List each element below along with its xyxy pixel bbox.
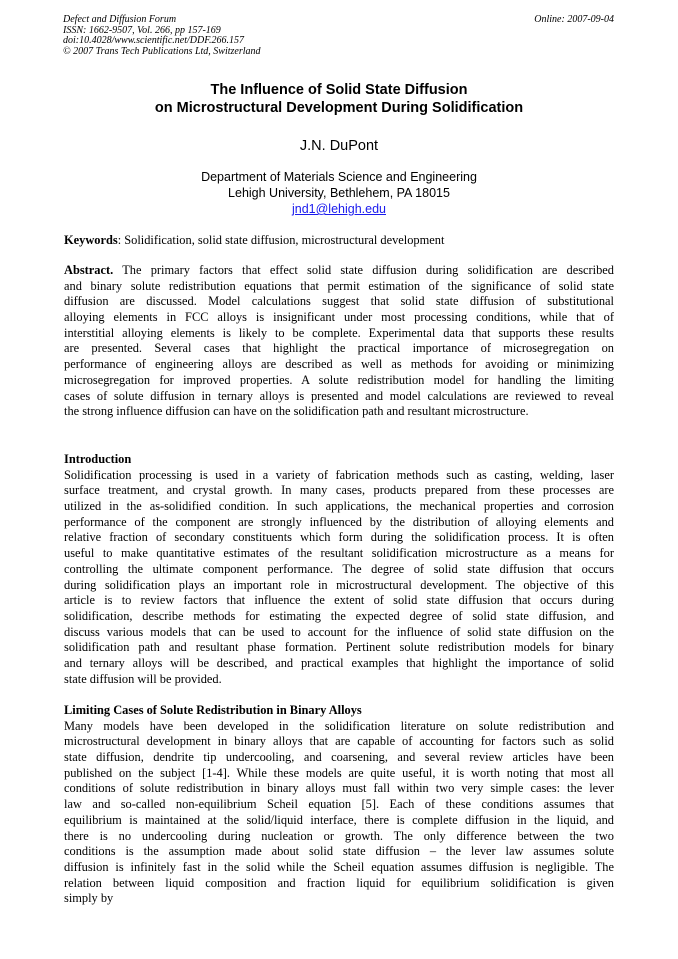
- keywords: [64, 232, 614, 248]
- abstract: [64, 263, 614, 420]
- abstract-line: alloying elements in FCC alloys is insignificant under most processing conditions, while that of: [64, 310, 614, 325]
- paragraph-line: solidification path and resultant phase formation. Pertinent solute redistribution models for binary: [64, 640, 614, 655]
- paragraph-line: Solidification processing is used in a variety of fabrication methods such as casting, welding, laser: [64, 467, 614, 482]
- paragraph-line: controlling the ultimate component performance. The degree of solid state diffusion that occurs: [64, 561, 614, 576]
- abstract-line: and binary solute redistribution equations that permit estimation of the significance of solid state: [64, 278, 614, 293]
- abstract-line: diffusion are discussed. Model calculations suggest that solid state diffusion of substitutional: [64, 294, 614, 309]
- paragraph-line: performance of the component are strongly influenced by the distribution of alloying elements and: [64, 514, 614, 529]
- introduction-section: [64, 452, 614, 687]
- paragraph-line: during solidification plays an important role in microstructural development. The objective of this: [64, 577, 614, 592]
- paragraph-line: published on the subject [1-4]. While these models are quite useful, it is worth noting that most all: [64, 765, 614, 780]
- department: Department of Materials Science and Engineering: [201, 170, 477, 184]
- section-heading: Limiting Cases of Solute Redistribution in Binary Alloys: [64, 703, 362, 717]
- university: Lehigh University, Bethlehem, PA 18015: [228, 186, 450, 200]
- paragraph-line: relation between liquid composition and fraction liquid for equilibrium solidification is given: [64, 875, 614, 890]
- paragraph-line: equilibrium is maintained at the solid/liquid interface, there is complete diffusion in the liquid, and: [64, 812, 614, 827]
- abstract-line: performance of engineering alloys are described as well as methods for avoiding or minimizing: [64, 357, 614, 372]
- keywords-text: : Solidification, solid state diffusion, microstructural development: [117, 233, 445, 247]
- abstract-label: Abstract.: [64, 263, 114, 277]
- abstract-line: are presented. Several cases that highlight the practical importance of microsegregation on: [64, 341, 614, 356]
- paragraph-line: diffusion is infinitely fast in the solid while the Scheil equation assumes diffusion is negligible. The: [64, 859, 614, 874]
- abstract-line: cases of solute diffusion in ternary alloys is presented and model calculations are reviewed to reveal: [64, 388, 614, 403]
- paragraph-line: and ternary alloys will be described, and practical examples that highlight the importance of solid: [64, 655, 614, 670]
- paragraph-line: utilized in the as-solidified condition. In such applications, the mechanical properties and corrosion: [64, 499, 614, 514]
- author-name: J.N. DuPont: [299, 138, 379, 154]
- paragraph-line: Many models have been developed in the solidification literature on solute redistribution and: [64, 718, 614, 733]
- title-line: on Microstructural Development During Solidification: [154, 100, 524, 116]
- paragraph-line: surface treatment, and crystal growth. In many cases, products prepared from these processes are: [64, 483, 614, 498]
- online-date: Online: 2007-09-04: [534, 14, 614, 25]
- paragraph-line: article is to review factors that influence the extent of solid state diffusion that occurs during: [64, 593, 614, 608]
- abstract-line: the strong influence diffusion can have on the solidification path and resultant microstructure.: [64, 404, 529, 419]
- paragraph-line: there is no undercooling during nucleation or growth. The only difference between the two: [64, 828, 614, 843]
- paragraph-line: law and so-called non-equilibrium Scheil equation [5]. Each of these conditions assumes that: [64, 797, 614, 812]
- paragraph-line: useful to make quantitative estimates of the resultant solidification microstructure as a means for: [64, 546, 614, 561]
- affiliation: [40, 169, 638, 217]
- journal-doi: doi:10.4028/www.scientific.net/DDF.266.157: [63, 35, 245, 46]
- paragraph-line: solidification, describe methods for estimating the expected degree of solid state diffusion, and: [64, 608, 614, 623]
- keywords-label: Keywords: [64, 233, 118, 247]
- journal-name: Defect and Diffusion Forum: [63, 14, 177, 25]
- journal-info: [63, 15, 423, 57]
- paragraph-line: conditions is the assumption made about solid state diffusion – the lever law assumes solute: [64, 844, 614, 859]
- journal-copyright: © 2007 Trans Tech Publications Ltd, Switzerland: [63, 45, 261, 57]
- title-line: The Influence of Solid State Diffusion: [210, 82, 468, 98]
- email-link[interactable]: jnd1@lehigh.edu: [291, 202, 386, 216]
- limiting-cases-section: [64, 703, 614, 907]
- paragraph-line: simply by: [64, 891, 114, 906]
- abstract-line: interstitial alloying elements is likely to be complete. Experimental data that supports these results: [64, 325, 614, 340]
- paragraph-line: relative fraction of secondary constituents which form during the solidification process. It is often: [64, 530, 614, 545]
- paragraph-line: microstructural development in binary alloys that are capable of accounting for factors such as solid: [64, 734, 614, 749]
- section-heading: Introduction: [64, 452, 132, 466]
- paper-title: [40, 81, 638, 117]
- abstract-line: The primary factors that effect solid state diffusion during solidification are described: [113, 263, 614, 277]
- paragraph-line: conditions of solute redistribution in binary alloys must fall within two very simple cases: the lever: [64, 781, 614, 796]
- journal-issn: ISSN: 1662-9507, Vol. 266, pp 157-169: [63, 24, 221, 36]
- paragraph-line: state diffusion will be provided.: [64, 671, 222, 686]
- paragraph-line: discuss various models that can be used to account for the influence of solid state diffusion on the: [64, 624, 614, 639]
- paragraph-line: state diffusion, dendrite tip undercooling, and coarsening, and several review articles have been: [64, 750, 614, 765]
- abstract-line: microsegregation for improved properties. A solute redistribution model for handling the limiting: [64, 372, 614, 387]
